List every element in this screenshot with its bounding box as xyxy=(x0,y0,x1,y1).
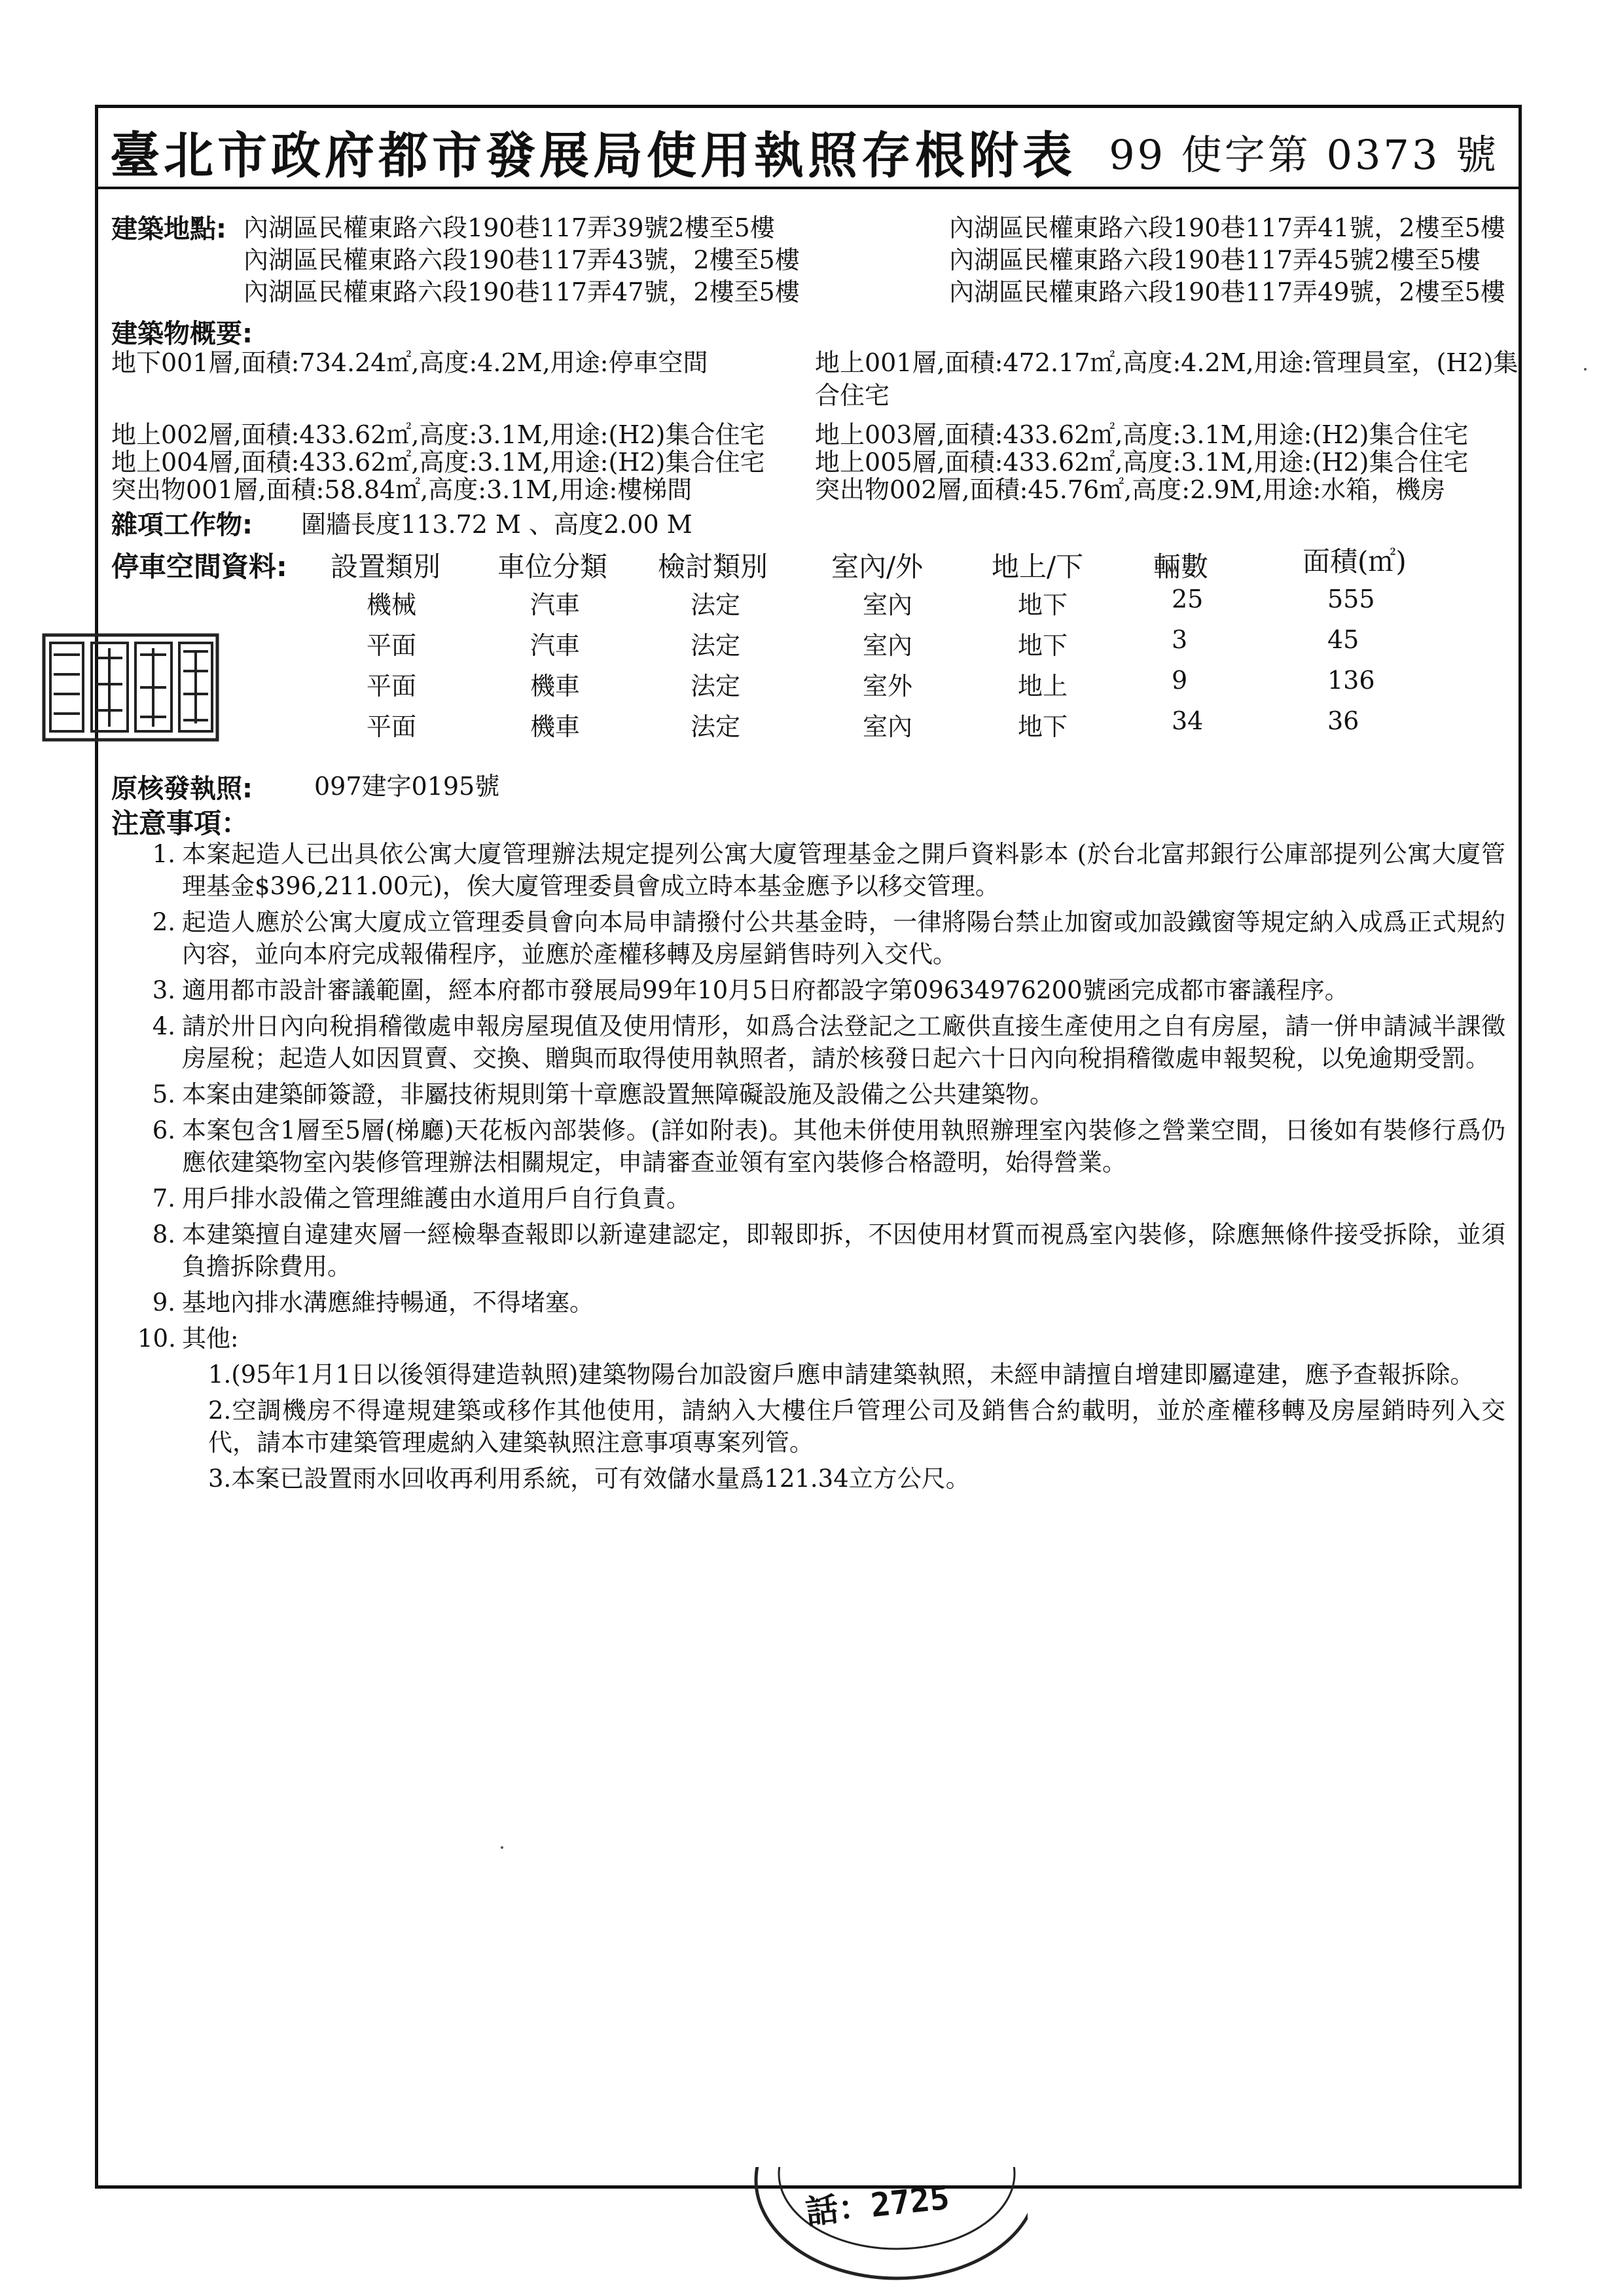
parking-cell: 室內 xyxy=(863,712,913,741)
misc-label: 雜項工作物: xyxy=(111,510,253,540)
parking-cell: 136 xyxy=(1327,666,1375,695)
parking-cell: 地下 xyxy=(1018,591,1068,619)
address-item: 內湖區民權東路六段190巷117弄39號2樓至5樓 xyxy=(243,213,775,242)
parking-cell: 平面 xyxy=(367,631,417,660)
misc-value: 圍牆長度113.72 M 、高度2.00 M xyxy=(301,510,692,539)
original-permit-value: 097建字0195號 xyxy=(314,772,500,801)
parking-cell: 法定 xyxy=(691,631,741,660)
original-permit-label: 原核發執照: xyxy=(111,774,253,804)
address-item: 內湖區民權東路六段190巷117弄41號，2樓至5樓 xyxy=(949,213,1505,242)
address-item: 內湖區民權東路六段190巷117弄45號2樓至5樓 xyxy=(949,246,1481,274)
parking-header: 車位分類 xyxy=(497,551,608,583)
seal-stamp xyxy=(41,629,224,746)
building-label: 建築物概要: xyxy=(111,319,253,349)
note-text: 本案包含1層至5層(梯廳)天花板內部裝修。(詳如附表)。其他未併使用執照辦理室內裝修之營業空間，日後如有裝修行爲仍應依建築物室內裝修管理辦法相關規定，申請審查並領有室內裝修合格證明，始得營業。 xyxy=(182,1116,1505,1176)
parking-cell: 36 xyxy=(1327,706,1359,735)
note-text: 本案起造人已出具依公寓大廈管理辦法規定提列公寓大廈管理基金之開戶資料影本 (於台北富邦銀行公庫部提列公寓大廈管理基金$396,211.00元)，俟大廈管理委員會成立時本基金應予以移交管理。 xyxy=(182,840,1505,900)
note-number: 6. xyxy=(152,1116,175,1144)
building-item: 合住宅 xyxy=(815,381,890,410)
parking-cell: 45 xyxy=(1327,625,1359,654)
parking-header: 設置類別 xyxy=(331,551,441,583)
note-item xyxy=(137,1322,1505,1355)
parking-header: 地上/下 xyxy=(992,551,1084,583)
building-item: 地上005層,面積:433.62㎡,高度:3.1M,用途:(H2)集合住宅 xyxy=(815,448,1469,477)
phone-stamp-text: 話：2725 xyxy=(803,2178,952,2232)
notes-label: 注意事項： xyxy=(111,807,249,839)
note-sub-item: 1.(95年1月1日以後領得建造執照)建築物陽台加設窗戶應申請建築執照，未經申請擅自增建即屬違建，應予查報拆除。 xyxy=(208,1360,1475,1389)
note-item xyxy=(137,1114,1505,1178)
note-text: 本建築擅自違建夾層一經檢舉查報即以新違建認定，即報即拆，不因使用材質而視爲室內裝修，除應無條件接受拆除，並須負擔拆除費用。 xyxy=(182,1220,1505,1281)
parking-cell: 機車 xyxy=(530,712,581,741)
note-item xyxy=(137,838,1505,902)
address-item: 內湖區民權東路六段190巷117弄47號，2樓至5樓 xyxy=(243,278,800,306)
parking-cell: 地上 xyxy=(1018,672,1068,701)
parking-cell: 法定 xyxy=(691,672,741,701)
note-text: 用戶排水設備之管理維護由水道用戶自行負責。 xyxy=(182,1184,691,1212)
permit-frame xyxy=(95,105,1522,2189)
parking-cell: 機車 xyxy=(530,672,581,701)
note-item xyxy=(137,974,1505,1006)
building-item: 突出物002層,面積:45.76㎡,高度:2.9M,用途:水箱，機房 xyxy=(815,475,1446,504)
note-item xyxy=(137,1010,1505,1074)
parking-header: 檢討類別 xyxy=(658,551,768,583)
building-item: 地上004層,面積:433.62㎡,高度:3.1M,用途:(H2)集合住宅 xyxy=(111,448,765,477)
scan-speck xyxy=(501,1846,503,1849)
note-item xyxy=(137,1182,1505,1214)
building-item: 突出物001層,面積:58.84㎡,高度:3.1M,用途:樓梯間 xyxy=(111,475,692,504)
address-item: 內湖區民權東路六段190巷117弄43號，2樓至5樓 xyxy=(243,246,800,274)
parking-header: 面積(㎡) xyxy=(1303,545,1407,577)
parking-cell: 25 xyxy=(1172,585,1204,613)
parking-cell: 法定 xyxy=(691,591,741,619)
note-item xyxy=(137,1286,1505,1319)
note-number: 5. xyxy=(152,1080,175,1108)
parking-cell: 室外 xyxy=(863,672,913,701)
note-number: 9. xyxy=(152,1288,175,1317)
note-number: 3. xyxy=(152,976,175,1004)
parking-cell: 平面 xyxy=(367,672,417,701)
note-number: 8. xyxy=(152,1220,175,1248)
parking-header: 輛數 xyxy=(1153,551,1209,583)
permit-number: 99 使字第 0373 號 xyxy=(1109,131,1499,179)
note-sub-item: 2.空調機房不得違規建築或移作其他使用，請納入大樓住戶管理公司及銷售合約載明，並於產權移轉及房屋銷時列入交代，請本市建築管理處納入建築執照注意事項專案列管。 xyxy=(208,1396,1505,1457)
note-text: 起造人應於公寓大廈成立管理委員會向本局申請撥付公共基金時，一律將陽台禁止加窗或加設鐵窗等規定納入成爲正式規約內容，並向本府完成報備程序，並應於產權移轉及房屋銷售時列入交代。 xyxy=(182,908,1505,968)
parking-cell: 地下 xyxy=(1018,631,1068,660)
parking-cell: 室內 xyxy=(863,591,913,619)
parking-cell: 室內 xyxy=(863,631,913,660)
building-item: 地上001層,面積:472.17㎡,高度:4.2M,用途:管理員室，(H2)集 xyxy=(815,348,1519,377)
building-item: 地上003層,面積:433.62㎡,高度:3.1M,用途:(H2)集合住宅 xyxy=(815,420,1469,449)
note-sub-item: 3.本案已設置雨水回收再利用系統，可有效儲水量爲121.34立方公尺。 xyxy=(208,1465,970,1493)
phone-stamp xyxy=(746,2167,1028,2291)
parking-cell: 法定 xyxy=(691,712,741,741)
note-number: 1. xyxy=(152,840,175,868)
parking-cell: 地下 xyxy=(1018,712,1068,741)
parking-header: 室內/外 xyxy=(831,551,924,583)
address-label: 建築地點: xyxy=(111,214,226,244)
parking-cell: 汽車 xyxy=(530,631,581,660)
note-number: 4. xyxy=(152,1012,175,1040)
note-item xyxy=(137,1218,1505,1283)
building-item: 地上002層,面積:433.62㎡,高度:3.1M,用途:(H2)集合住宅 xyxy=(111,420,765,449)
address-item: 內湖區民權東路六段190巷117弄49號，2樓至5樓 xyxy=(949,278,1505,306)
note-text: 請於卅日內向稅捐稽徵處申報房屋現值及使用情形，如爲合法登記之工廠供直接生產使用之自有房屋，請一併申請減半課徵房屋稅；起造人如因買賣、交換、贈與而取得使用執照者，請於核發日起六十日內向稅捐稽徵處申報契稅，以免逾期受罰。 xyxy=(182,1012,1505,1072)
note-number: 10. xyxy=(137,1324,176,1353)
parking-cell: 汽車 xyxy=(530,591,581,619)
note-number: 2. xyxy=(152,908,175,936)
parking-cell: 3 xyxy=(1172,625,1188,654)
scan-speck xyxy=(1584,368,1587,371)
title-row xyxy=(98,108,1519,189)
document-title: 臺北市政府都市發展局使用執照存根附表 xyxy=(110,126,1076,185)
note-text: 其他: xyxy=(182,1324,239,1353)
parking-cell: 9 xyxy=(1172,666,1188,695)
parking-cell: 平面 xyxy=(367,712,417,741)
note-number: 7. xyxy=(152,1184,175,1212)
building-item: 地下001層,面積:734.24㎡,高度:4.2M,用途:停車空間 xyxy=(111,348,708,377)
parking-cell: 34 xyxy=(1172,706,1204,735)
parking-cell: 機械 xyxy=(367,591,417,619)
note-item xyxy=(137,1078,1505,1110)
note-item xyxy=(137,906,1505,970)
parking-label: 停車空間資料: xyxy=(111,551,287,583)
parking-cell: 555 xyxy=(1327,585,1375,613)
note-text: 適用都市設計審議範圍，經本府都市發展局99年10月5日府都設字第09634976200號函完成都市審議程序。 xyxy=(182,976,1349,1004)
notes-list xyxy=(137,838,1505,1499)
note-text: 本案由建築師簽證，非屬技術規則第十章應設置無障礙設施及設備之公共建築物。 xyxy=(182,1080,1054,1108)
note-text: 基地內排水溝應維持暢通，不得堵塞。 xyxy=(182,1288,594,1317)
